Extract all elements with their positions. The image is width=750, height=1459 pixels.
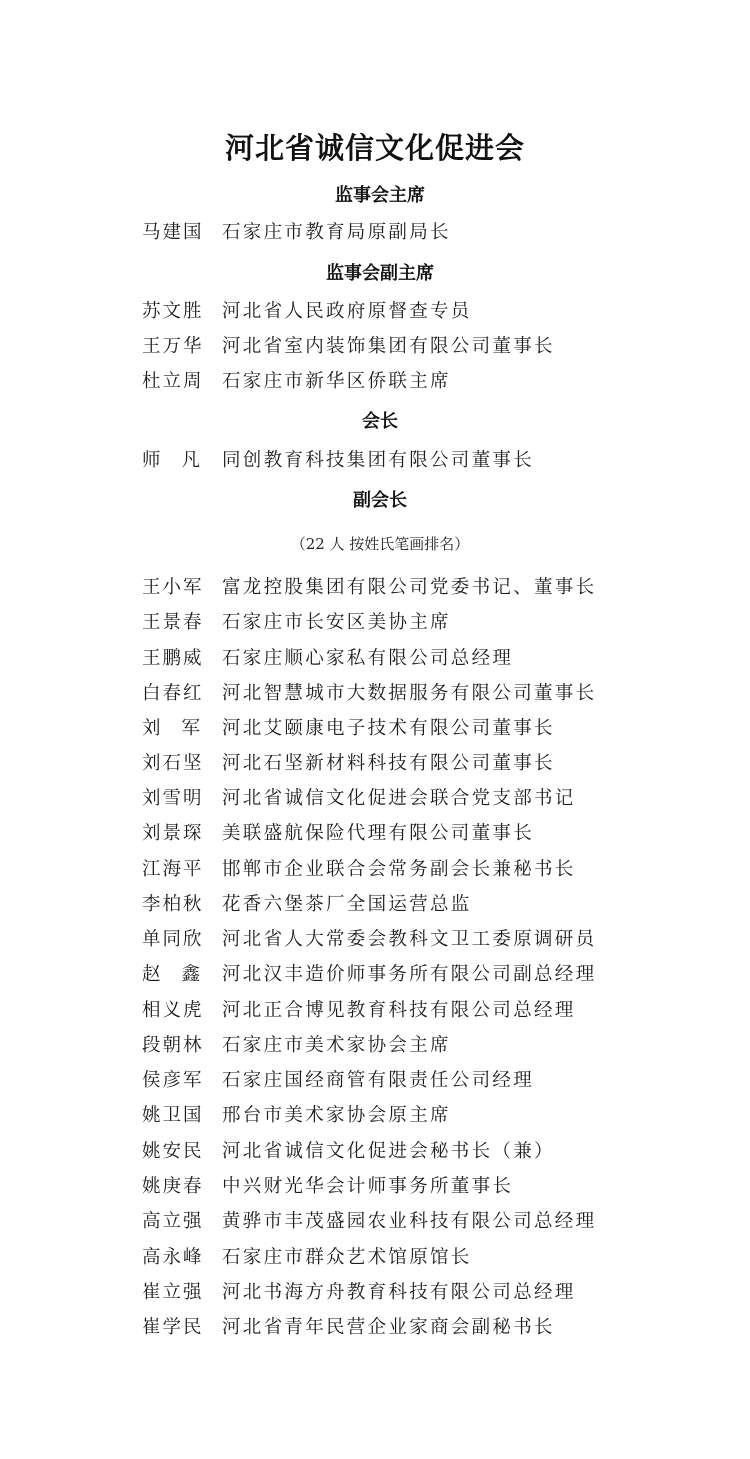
section-heading-president: 会长 [362, 411, 398, 432]
member-row [142, 217, 451, 245]
member-role: 花香六堡茶厂全国运营总监 [222, 894, 472, 915]
member-name: 刘景琛 [142, 823, 204, 844]
member-name-part: 赵 [142, 964, 161, 985]
member-row [142, 1277, 576, 1305]
member-name: 崔立强 [142, 1282, 204, 1303]
section-heading-supervisory-chair: 监事会主席 [335, 185, 425, 206]
member-role: 河北智慧城市大数据服务有限公司董事长 [222, 683, 597, 704]
member-row [142, 995, 576, 1023]
member-name-part: 鑫 [181, 964, 200, 985]
member-name [142, 960, 200, 986]
member-name: 王小军 [142, 577, 204, 598]
member-name: 姚安民 [142, 1141, 204, 1162]
member-name: 李柏秋 [142, 894, 204, 915]
member-row [142, 296, 472, 324]
member-row [142, 607, 451, 635]
member-role: 邢台市美术家协会原主席 [222, 1105, 451, 1126]
member-role: 石家庄市美术家协会主席 [222, 1035, 451, 1056]
member-row [142, 331, 555, 359]
member-name: 刘雪明 [142, 788, 204, 809]
member-row [142, 366, 451, 394]
member-role: 河北省室内装饰集团有限公司董事长 [222, 336, 555, 357]
section-note: （22 人 按姓氏笔画排名） [290, 535, 470, 553]
member-role: 河北省人大常委会教科文卫工委原调研员 [222, 929, 597, 950]
member-name-part: 刘 [142, 718, 161, 739]
member-name: 白春红 [142, 683, 204, 704]
member-role: 河北省人民政府原督查专员 [222, 301, 472, 322]
member-name [142, 446, 200, 472]
member-role: 河北正合博见教育科技有限公司总经理 [222, 1000, 576, 1021]
member-role: 富龙控股集团有限公司党委书记、董事长 [222, 577, 597, 598]
member-role: 中兴财光华会计师事务所董事长 [222, 1176, 514, 1197]
member-name: 马建国 [142, 222, 204, 243]
member-role: 石家庄市长安区美协主席 [222, 612, 451, 633]
member-role: 石家庄国经商管有限责任公司经理 [222, 1070, 535, 1091]
member-name: 王景春 [142, 612, 204, 633]
member-row [142, 445, 534, 473]
member-row [142, 1065, 534, 1093]
member-role: 石家庄顺心家私有限公司总经理 [222, 648, 514, 669]
member-row [142, 713, 555, 741]
member-role: 石家庄市群众艺术馆原馆长 [222, 1247, 472, 1268]
member-row [142, 748, 555, 776]
member-row [142, 1206, 596, 1234]
member-row [142, 924, 596, 952]
member-row [142, 1100, 451, 1128]
member-role: 黄骅市丰茂盛园农业科技有限公司总经理 [222, 1211, 597, 1232]
member-name: 姚庚春 [142, 1176, 204, 1197]
member-name-part: 师 [142, 450, 161, 471]
member-name: 王万华 [142, 336, 204, 357]
document-title: 河北省诚信文化促进会 [224, 131, 525, 165]
member-role: 石家庄市新华区侨联主席 [222, 371, 451, 392]
member-name: 刘石坚 [142, 753, 204, 774]
member-row [142, 1242, 472, 1270]
member-name: 杜立周 [142, 371, 204, 392]
member-row [142, 783, 576, 811]
member-row [142, 959, 596, 987]
member-name: 王鹏威 [142, 648, 204, 669]
member-name: 单同欣 [142, 929, 204, 950]
member-row [142, 678, 596, 706]
member-row [142, 643, 513, 671]
member-row [142, 854, 576, 882]
member-name: 江海平 [142, 859, 204, 880]
member-role: 河北省诚信文化促进会联合党支部书记 [222, 788, 576, 809]
member-role: 河北书海方舟教育科技有限公司总经理 [222, 1282, 576, 1303]
member-name [142, 714, 200, 740]
member-role: 河北汉丰造价师事务所有限公司副总经理 [222, 964, 597, 985]
member-role: 同创教育科技集团有限公司董事长 [222, 450, 535, 471]
member-row [142, 1030, 451, 1058]
member-role: 河北石坚新材料科技有限公司董事长 [222, 753, 555, 774]
member-role: 河北省青年民营企业家商会副秘书长 [222, 1317, 555, 1338]
member-name-part: 凡 [181, 450, 200, 471]
member-role: 河北省诚信文化促进会秘书长（兼） [222, 1141, 555, 1162]
member-row [142, 1171, 513, 1199]
member-role: 石家庄市教育局原副局长 [222, 222, 451, 243]
member-role: 邯郸市企业联合会常务副会长兼秘书长 [222, 859, 576, 880]
member-name: 崔学民 [142, 1317, 204, 1338]
member-name: 侯彦军 [142, 1070, 204, 1091]
member-name: 高立强 [142, 1211, 204, 1232]
member-row [142, 572, 596, 600]
member-name-part: 军 [181, 718, 200, 739]
member-name: 高永峰 [142, 1247, 204, 1268]
member-row [142, 1312, 555, 1340]
member-row [142, 889, 472, 917]
member-role: 河北艾颐康电子技术有限公司董事长 [222, 718, 555, 739]
member-name: 姚卫国 [142, 1105, 204, 1126]
member-row [142, 818, 534, 846]
member-name: 相义虎 [142, 1000, 204, 1021]
member-row [142, 1136, 555, 1164]
member-name: 苏文胜 [142, 301, 204, 322]
member-name: 段朝林 [142, 1035, 204, 1056]
member-role: 美联盛航保险代理有限公司董事长 [222, 823, 535, 844]
section-heading-supervisory-vice-chair: 监事会副主席 [326, 263, 434, 284]
section-heading-vice-president: 副会长 [353, 490, 407, 511]
